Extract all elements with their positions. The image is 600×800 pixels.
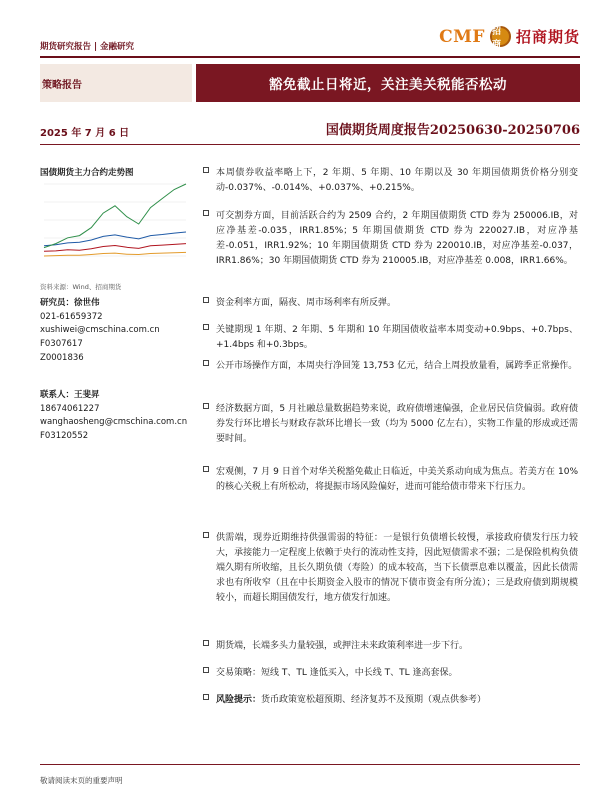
bullet-text: 本周债券收益率略上下，2 年期、5 年期、10 年期以及 30 年期国债期货价格分别变动-0.037%、-0.014%、+0.037%、+0.215%。 [216, 168, 578, 193]
bullet-square-icon [203, 403, 209, 409]
logo-mark-icon: 招商 [490, 26, 511, 47]
bullet-square-icon [203, 532, 209, 538]
company-logo [439, 26, 580, 50]
analyst-block-1 [40, 297, 160, 366]
bullet-text: 经济数据方面，5 月社融总量数据趋势来说，政府债增速偏强，企业居民信贷偏弱。政府债券发行环比增长与财政存款环比增长一致（均为 5000 亿左右），实物工作量的形成或还需要时间。 [216, 404, 578, 444]
logo-latin: CMF [439, 26, 485, 47]
headline-banner [196, 64, 580, 102]
bullet-text: 期货端，长端多头力量较强，或押注未来政策利率进一步下行。 [216, 641, 469, 651]
analyst-name: 研究员：徐世伟 [40, 298, 100, 308]
contact-name: 联系人：王斐昇 [40, 390, 100, 400]
bullet-text: 公开市场操作方面，本周央行净回笼 13,753 亿元，结合上周投放量看，属跨季正常操作。 [216, 361, 578, 371]
analyst-license: F0307617 [40, 339, 83, 350]
contact-email: wanghaosheng@cmschina.com.cn [40, 417, 188, 428]
bullet-square-icon [203, 667, 209, 673]
bullet-square-icon [203, 640, 209, 646]
bullet-square-icon [203, 324, 209, 330]
bullet-square-icon [203, 210, 209, 216]
risk-label: 风险提示： [216, 695, 262, 705]
bullet-text: 可交割券方面，目前活跃合约为 2509 合约，2 年期国债期货 CTD 券为 250006.IB，对应净基差-0.035，IRR1.85%；5 年期国债期货 CTD 券为 220027.IB，对应净基差-0.051，IRR1.92%；10 年期国债期货 CTD 券为 220010.IB，对应净基差-0.037，IRR1.86%；30 年期国债期货 CTD 券为 210005.IB，对应净基差 0.008，IRR1.66%。 [216, 211, 578, 266]
chart-series-TS [44, 252, 186, 256]
analyst-email: xushiwei@cmschina.com.cn [40, 325, 160, 336]
futures-trend-chart [40, 180, 190, 260]
report-category: 期货研究报告 | 金融研究 [40, 42, 135, 52]
bullet-square-icon [203, 297, 209, 303]
bullet-text: 资金利率方面，隔夜、周市场利率有所反弹。 [216, 298, 397, 308]
chart-source: 资料来源：Wind、招商期货 [40, 283, 122, 291]
bullet-square-icon [203, 694, 209, 700]
chart-title: 国债期货主力合约走势图 [40, 168, 134, 178]
bullet-square-icon [203, 167, 209, 173]
report-date: 2025 年 7 月 6 日 [40, 128, 130, 139]
bullet-text: 交易策略：短线 T、TL 逢低买入，中长线 T、TL 逢高套保。 [216, 668, 458, 678]
contact-phone: 18674061227 [40, 403, 100, 414]
analyst-license: Z0001836 [40, 352, 84, 363]
chart-series-TF [44, 244, 186, 252]
report-title: 国债期货周度报告20250630-20250706 [325, 123, 580, 138]
analyst-phone: 021-61659372 [40, 311, 103, 322]
headline-text: 豁免截止日将近，关注美关税能否松动 [269, 77, 507, 93]
analyst-block-2 [40, 389, 187, 444]
title-divider [40, 144, 580, 145]
bullet-square-icon [203, 360, 209, 366]
contact-license: F03120552 [40, 431, 89, 442]
footer-divider [40, 764, 580, 765]
bullet-text: 关键期现 1 年期、2 年期、5 年期和 10 年期国债收益率本周变动+0.9bps、+0.7bps、+1.4bps 和+0.3bps。 [216, 325, 578, 350]
header-divider [40, 56, 580, 58]
bullet-text: 供需端，现券近期维持供强需弱的特征：一是银行负债增长较慢，承接政府债发行压力较大，承接能力一定程度上依赖于央行的流动性支持，因此短债需求不强；二是保险机构负债端久期有所收缩，且长久期负债（寿险）的成本较高，当下长债票息难以覆盖，因此长债需求也有所收窄（且在中长期资金入股市的情况下债市资金有所分流）；三是政府债到期规模较小，而超长期国债发行，地方债发行加速。 [216, 533, 578, 603]
bullet-text: 宏观侧，7 月 9 日首个对华关税豁免截止日临近，中美关系动向成为焦点。若美方在 10%的核心关税上有所松动，将提振市场风险偏好，进而可能给债市带来下行压力。 [216, 467, 578, 492]
footer-disclaimer: 敬请阅读末页的重要声明 [40, 776, 123, 785]
logo-chinese: 招商期货 [515, 28, 580, 46]
bullet-text: 货币政策宽松超预期、经济复苏不及预期（观点供参考） [261, 695, 487, 705]
bullet-square-icon [203, 466, 209, 472]
report-type-label: 策略报告 [42, 80, 82, 91]
